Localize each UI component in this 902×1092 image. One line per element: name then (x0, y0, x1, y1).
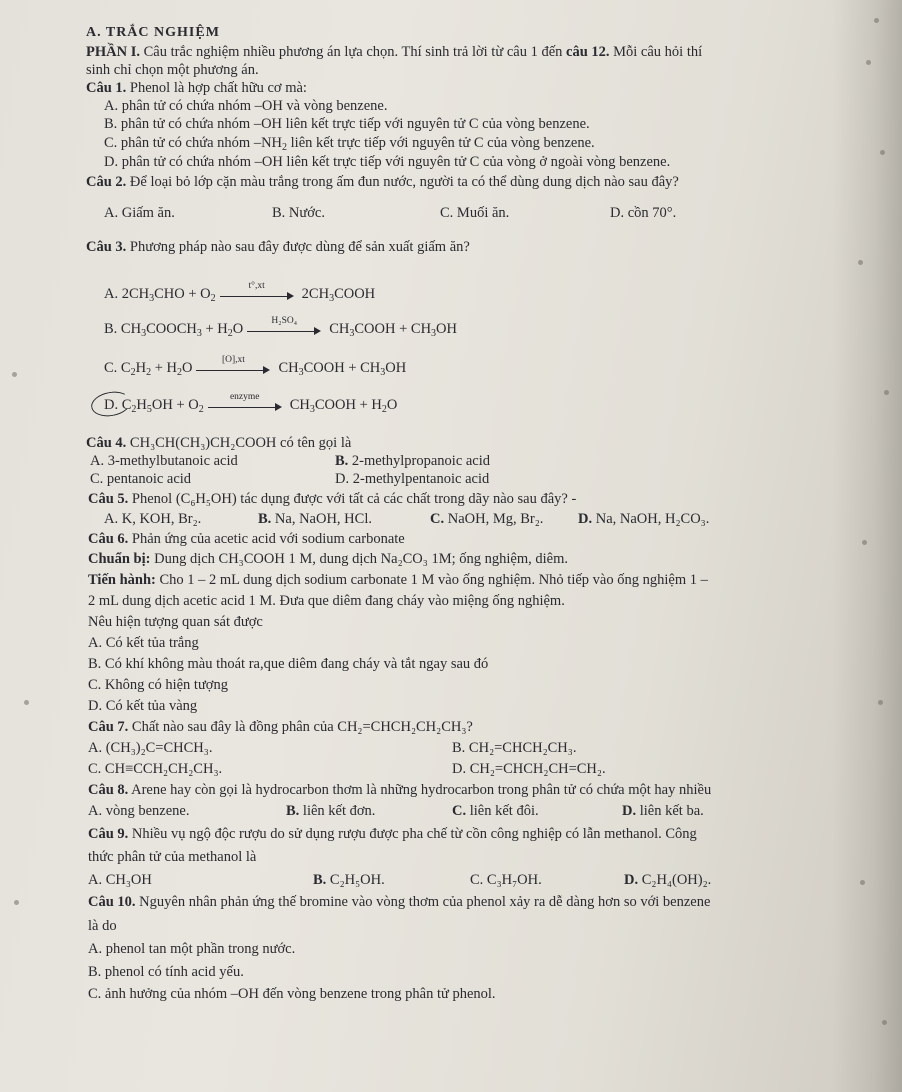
section-title: A. TRẮC NGHIỆM (86, 25, 220, 40)
q9-option-d (624, 871, 711, 889)
q9-option-b-label: B. (313, 872, 327, 888)
q8-option-d (622, 802, 704, 820)
q7-stem (88, 718, 473, 736)
q3-stem-text: Phương pháp nào sau đây được dùng để sản xuất giấm ăn? (129, 239, 470, 255)
q3-option-b: B. $CH_3COOCH_3 + H_2O$ H₂SO₄ $CH_3COOH + CH_3OH$ (104, 315, 457, 339)
q2-stem-text: Để loại bỏ lớp cặn màu trắng trong ấm đun nước, người ta có thể dùng dung dịch nào sau đây? (129, 174, 679, 190)
q1-option-d: D. phân tử có chứa nhóm –OH liên kết trực tiếp với nguyên tử C của vòng ở ngoài vòng benzene. (104, 154, 671, 170)
paper-speck (882, 1020, 887, 1025)
q6-label: Câu 6. (88, 531, 129, 547)
q8-option-b-label: B. (286, 803, 300, 819)
q7-label: Câu 7. (88, 719, 129, 735)
q6-option-c: C. Không có hiện tượng (88, 677, 228, 693)
q3-option-a: A. $2CH_3CHO + O_2$ t°,xt $2CH_3COOH$ (104, 280, 376, 304)
part-intro-line2: sinh chỉ chọn một phương án. (86, 62, 259, 78)
q3-option-a-label: A. (104, 286, 119, 302)
paper-speck (874, 18, 879, 23)
paper-speck (14, 900, 19, 905)
q9-option-a-text: CH₃OH (105, 872, 152, 888)
q2-label: Câu 2. (86, 174, 127, 190)
q9-option-c (470, 871, 542, 889)
q6-stem-text: Phản ứng của acetic acid với sodium carbonate (131, 531, 405, 547)
part-intro-tail: Mỗi câu hỏi thí (613, 44, 703, 60)
q5-option-a-text: K, KOH, Br₂. (121, 511, 202, 527)
reaction-arrow (247, 315, 321, 337)
q9-stem-text: Nhiều vụ ngộ độc rượu do sử dụng rượu được pha chế từ cồn công nghiệp có lẫn methanol. Công (131, 826, 697, 842)
q4-option-d-text: 2-methylpentanoic acid (352, 471, 490, 487)
q1-option-c-text: C. phân tử có chứa nhóm –NH (104, 135, 283, 151)
q5-option-c-text: NaOH, Mg, Br₂. (447, 511, 544, 527)
q2-option-b: B. Nước. (272, 205, 325, 221)
q9-option-c-label: C. (470, 872, 484, 888)
paper-speck (862, 540, 867, 545)
q3-label: Câu 3. (86, 239, 127, 255)
q6-prep-text: Dung dịch CH₃COOH 1 M, dung dịch Na₂CO₃ 1M; ống nghiệm, diêm. (154, 551, 568, 567)
q6-procedure-line2: 2 mL dung dịch acetic acid 1 M. Đưa que diêm đang cháy vào miệng ống nghiệm. (88, 593, 565, 609)
q5-option-d (578, 510, 709, 528)
q4-stem (86, 434, 351, 452)
q5-option-b-text: Na, NaOH, HCl. (274, 511, 372, 527)
q8-option-c-label: C. (452, 803, 467, 819)
q6-prep (88, 550, 568, 568)
q6-proc-text: Cho 1 – 2 mL dung dịch sodium carbonate 1 M vào ống nghiệm. Nhỏ tiếp vào ống nghiệm 1 – (159, 572, 708, 588)
q6-option-b: B. Có khí không màu thoát ra,que diêm đang cháy và tắt ngay sau đó (88, 656, 489, 672)
part-intro-text: Câu trắc nghiệm nhiều phương án lựa chọn. Thí sinh trả lời từ câu 1 đến (143, 44, 563, 60)
q9-option-d-text: C₂H₄(OH)₂. (641, 872, 712, 888)
q8-option-a: A. vòng benzene. (88, 803, 190, 819)
q1-stem (86, 79, 307, 97)
q3-option-d-label: D. (104, 397, 119, 413)
reaction-arrow (196, 354, 270, 376)
q8-stem-text: Arene hay còn gọi là hydrocarbon thơm là những hydrocarbon trong phân tử có chứa một hay nhiều (131, 782, 712, 798)
q7-option-d: D. CH₂=CHCH₂CH=CH₂. (452, 761, 606, 777)
q3-option-c: C. $C_2H_2 + H_2O$ [O],xt $CH_3COOH + CH_3OH$ (104, 354, 407, 378)
paper-speck (880, 150, 885, 155)
q4-option-c: C. pentanoic acid (90, 471, 192, 487)
q2-option-a: A. Giấm ăn. (104, 205, 175, 221)
q9-option-b-text: C₂H₅OH. (329, 872, 385, 888)
q1-label: Câu 1. (86, 80, 127, 96)
q8-label: Câu 8. (88, 782, 129, 798)
q4-option-b (335, 452, 490, 470)
q10-option-c: C. ảnh hưởng của nhóm –OH đến vòng benzene trong phân tử phenol. (88, 986, 496, 1002)
q2-stem (86, 173, 679, 191)
q10-option-a: A. phenol tan một phần trong nước. (88, 941, 296, 957)
q9-stem (88, 825, 697, 843)
q1-option-c-tail: liên kết trực tiếp với nguyên tử C của vòng benzene. (287, 135, 595, 151)
reaction-arrow (220, 280, 294, 302)
q10-label: Câu 10. (88, 894, 136, 910)
q4-option-b-text: 2-methylpropanoic acid (351, 453, 491, 469)
q1-stem-text: Phenol là hợp chất hữu cơ mà: (129, 80, 307, 96)
q9-option-a (88, 871, 152, 889)
q5-option-d-text: Na, NaOH, H₂CO₃. (595, 511, 710, 527)
q5-option-b-label: B. (258, 511, 272, 527)
q2-option-d: D. cồn 70°. (610, 205, 677, 221)
q7-option-b: B. CH₂=CHCH₂CH₃. (452, 740, 577, 756)
q3-option-b-label: B. (104, 321, 118, 337)
q5-stem (88, 490, 576, 508)
q3-stem (86, 238, 470, 256)
reaction-condition: H₂SO₄ (271, 315, 298, 326)
q9-option-a-label: A. (88, 872, 103, 888)
q5-stem-text: Phenol (C₆H₅OH) tác dụng được với tất cả các chất trong dãy nào sau đây? - (131, 491, 577, 507)
q8-option-d-label: D. (622, 803, 637, 819)
q3-option-d: D. $C_2H_5OH + O_2$ enzyme $CH_3COOH + H_2O$ (104, 391, 398, 415)
q6-option-d: D. Có kết tủa vàng (88, 698, 198, 714)
q8-stem (88, 781, 711, 799)
paper-speck (860, 880, 865, 885)
paper-speck (24, 700, 29, 705)
part-intro-bold: câu 12. (566, 44, 610, 60)
part-label: PHẦN I. (86, 44, 140, 60)
q6-procedure (88, 571, 708, 589)
q9-option-b (313, 871, 385, 889)
q5-label: Câu 5. (88, 491, 129, 507)
q9-option-c-text: C₃H₇OH. (486, 872, 542, 888)
q1-option-c (104, 134, 595, 152)
q6-stem (88, 530, 405, 548)
q6-option-a: A. Có kết tủa trắng (88, 635, 199, 651)
q4-option-d-label: D. (335, 471, 350, 487)
q6-prep-label: Chuẩn bị: (88, 551, 151, 567)
q8-option-d-text: liên kết ba. (639, 803, 704, 819)
reaction-condition: enzyme (229, 391, 260, 402)
q8-option-b (286, 802, 375, 820)
q4-option-d (335, 470, 489, 488)
reaction-condition: t°,xt (248, 280, 265, 291)
q5-option-a (104, 510, 201, 528)
paper-edge-shadow (832, 0, 902, 1092)
q7-option-c: C. CH≡CCH₂CH₂CH₃. (88, 761, 223, 777)
q5-option-c (430, 510, 543, 528)
part-intro (86, 43, 702, 61)
q5-option-a-label: A. (104, 511, 119, 527)
q7-option-a: A. (CH₃)₂C=CHCH₃. (88, 740, 213, 756)
paper-speck (878, 700, 883, 705)
q2-option-c: C. Muối ăn. (440, 205, 510, 221)
q6-ask: Nêu hiện tượng quan sát được (88, 614, 263, 630)
q5-option-b (258, 510, 372, 528)
q1-option-c-sub: 2 (282, 142, 288, 153)
q1-option-b: B. phân tử có chứa nhóm –OH liên kết trực tiếp với nguyên tử C của vòng benzene. (104, 116, 590, 132)
q8-option-c (452, 802, 539, 820)
q4-option-a: A. 3-methylbutanoic acid (90, 453, 238, 469)
q5-option-d-label: D. (578, 511, 593, 527)
q6-proc-label: Tiến hành: (88, 572, 156, 588)
q10-stem (88, 893, 710, 911)
q9-stem-line2: thức phân tử của methanol là (88, 849, 257, 865)
q4-option-b-label: B. (335, 453, 349, 469)
paper-speck (858, 260, 863, 265)
q10-option-b: B. phenol có tính acid yếu. (88, 964, 244, 980)
q8-option-c-text: liên kết đôi. (469, 803, 539, 819)
q7-stem-text: Chất nào sau đây là đồng phân của CH₂=CHCH₂CH₂CH₃? (131, 719, 473, 735)
q3-option-c-label: C. (104, 360, 118, 376)
q10-stem-text: Nguyên nhân phản ứng thế bromine vào vòng thơm của phenol xảy ra dễ dàng hơn so với benzene (139, 894, 711, 910)
reaction-condition: [O],xt (221, 354, 245, 365)
q4-label: Câu 4. (86, 435, 127, 451)
q5-option-c-label: C. (430, 511, 445, 527)
q4-formula: CH₃CH(CH₃)CH₂COOH có tên gọi là (129, 435, 352, 451)
q10-stem-line2: là do (88, 918, 117, 934)
q9-option-d-label: D. (624, 872, 639, 888)
paper-speck (884, 390, 889, 395)
paper-speck (866, 60, 871, 65)
q1-option-a: A. phân tử có chứa nhóm –OH và vòng benzene. (104, 98, 388, 114)
q9-label: Câu 9. (88, 826, 129, 842)
paper-speck (12, 372, 17, 377)
reaction-arrow (208, 391, 282, 413)
q8-option-b-text: liên kết đơn. (302, 803, 376, 819)
